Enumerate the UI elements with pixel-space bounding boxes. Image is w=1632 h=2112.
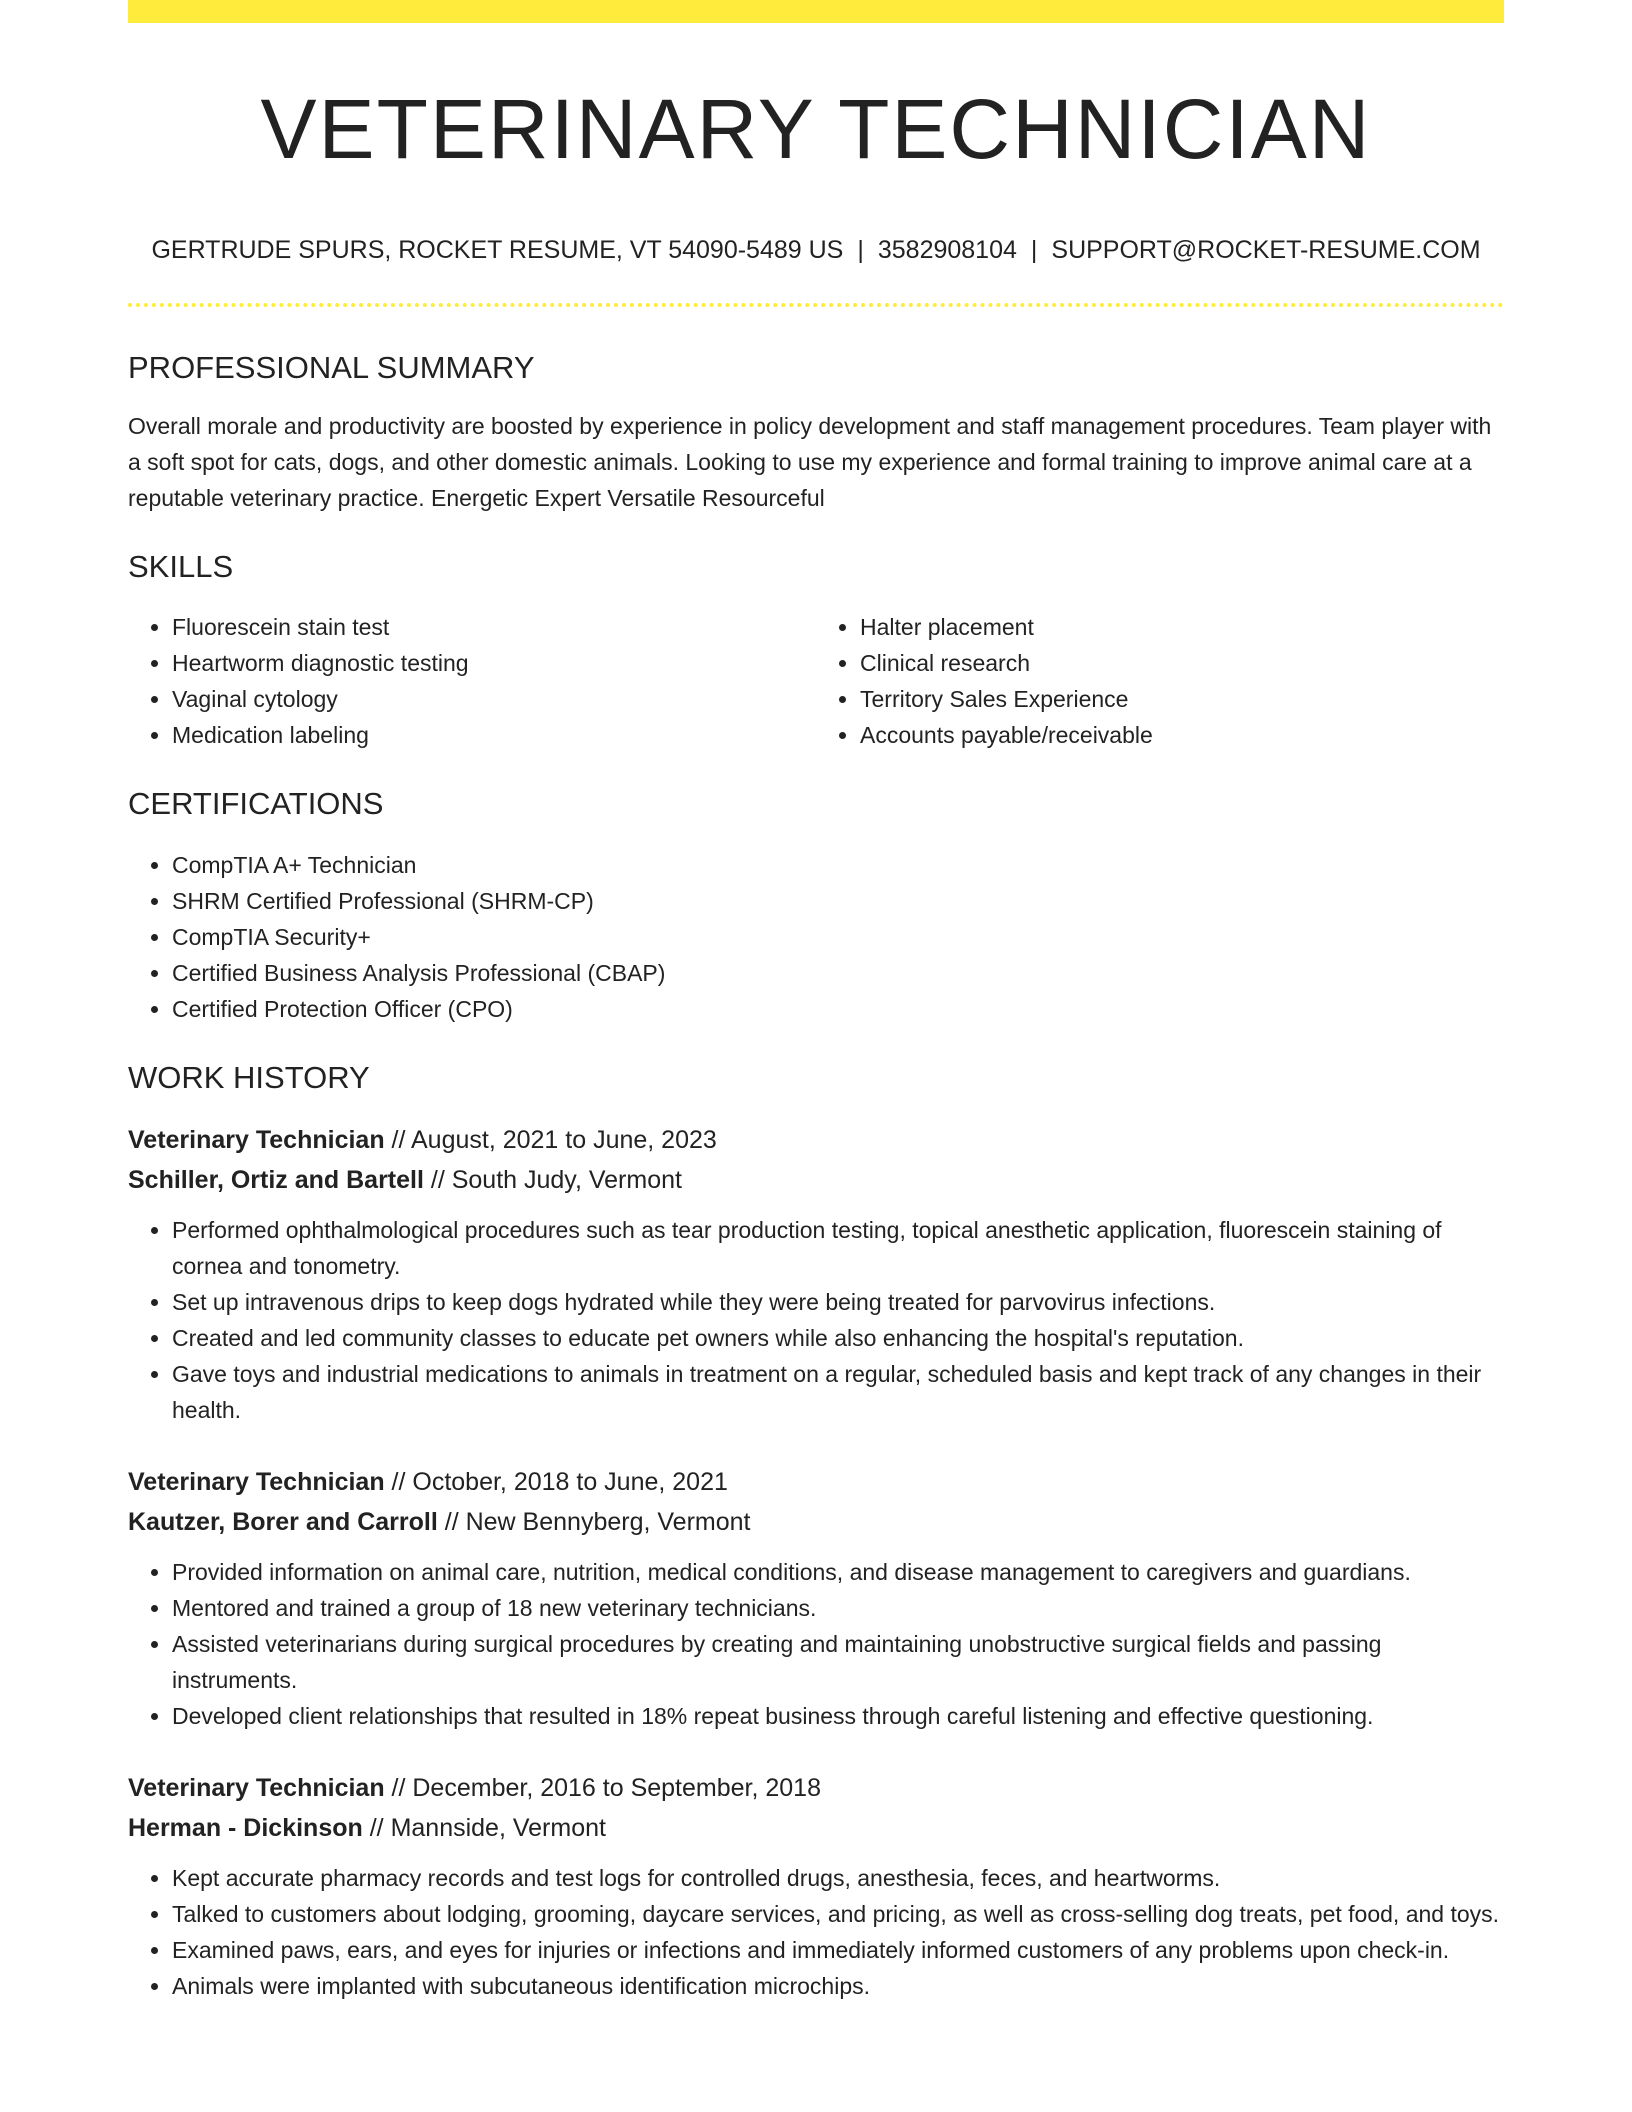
- job-bullet: • Developed client relationships that resulted in 18% repeat business through careful listening and effective questioning.: [172, 1698, 1504, 1734]
- job-company: Schiller, Ortiz and Bartell: [128, 1165, 424, 1194]
- skills-list-left: [128, 609, 816, 753]
- job-role-line: [128, 1462, 1504, 1502]
- certifications-list: [128, 847, 1504, 1027]
- job-company-line: [128, 1808, 1504, 1848]
- skill-item: • Medication labeling: [172, 717, 816, 753]
- job-role: Veterinary Technician: [128, 1125, 385, 1154]
- contact-phone: 3582908104: [877, 236, 1017, 264]
- job-bullet: • Performed ophthalmological procedures such as tear production testing, topical anesthetic application, fluorescein staining of cornea and tonometry.: [172, 1212, 1504, 1284]
- summary-text: Overall morale and productivity are boosted by experience in policy development and staff management procedures. Team player with a soft spot for cats, dogs, and other domestic animals. Looking to use my experience and formal training to improve animal care at a reputable veterinary practice. Energetic Expert Versatile Resourceful: [128, 413, 1492, 512]
- job-entry: [128, 1462, 1504, 1734]
- certification-item: • SHRM Certified Professional (SHRM-CP): [172, 883, 1504, 919]
- contact-separator: |: [1030, 236, 1038, 264]
- job-bullet: • Created and led community classes to educate pet owners while also enhancing the hospital's reputation.: [172, 1320, 1504, 1356]
- skills-heading: SKILLS: [128, 549, 234, 585]
- job-bullet: • Mentored and trained a group of 18 new veterinary technicians.: [172, 1590, 1504, 1626]
- job-bullets: [128, 1554, 1504, 1734]
- job-role-line: [128, 1120, 1504, 1160]
- dotted-divider: [128, 303, 1504, 307]
- skill-item: • Accounts payable/receivable: [860, 717, 1504, 753]
- job-role: Veterinary Technician: [128, 1467, 385, 1496]
- job-location: // New Bennyberg, Vermont: [437, 1507, 751, 1536]
- resume-page: [128, 0, 1504, 2004]
- job-location: // Mannside, Vermont: [362, 1813, 606, 1842]
- job-role-line: [128, 1768, 1504, 1808]
- job-bullet: • Kept accurate pharmacy records and test logs for controlled drugs, anesthesia, feces, and heartworms.: [172, 1860, 1504, 1896]
- job-bullet: • Set up intravenous drips to keep dogs hydrated while they were being treated for parvovirus infections.: [172, 1284, 1504, 1320]
- skill-item: • Heartworm diagnostic testing: [172, 645, 816, 681]
- certification-item: • CompTIA Security+: [172, 919, 1504, 955]
- contact-email: SUPPORT@ROCKET-RESUME.COM: [1051, 236, 1481, 264]
- job-bullet: • Assisted veterinarians during surgical procedures by creating and maintaining unobstructive surgical fields and passing instruments.: [172, 1626, 1504, 1698]
- job-bullet: • Talked to customers about lodging, grooming, daycare services, and pricing, as well as cross-selling dog treats, pet food, and toys.: [172, 1896, 1504, 1932]
- summary-heading: PROFESSIONAL SUMMARY: [128, 350, 535, 385]
- job-company-line: [128, 1502, 1504, 1542]
- skill-item: • Vaginal cytology: [172, 681, 816, 717]
- job-company: Herman - Dickinson: [128, 1813, 363, 1842]
- job-role: Veterinary Technician: [128, 1773, 385, 1802]
- certifications-heading: CERTIFICATIONS: [128, 786, 384, 822]
- job-dates: // December, 2016 to September, 2018: [384, 1773, 821, 1802]
- job-bullets: [128, 1860, 1504, 2004]
- work-history-heading: WORK HISTORY: [128, 1059, 370, 1095]
- skills-columns: [128, 609, 1504, 753]
- top-accent-bar: [128, 0, 1504, 23]
- job-location: // South Judy, Vermont: [423, 1165, 682, 1194]
- contact-address: GERTRUDE SPURS, ROCKET RESUME, VT 54090-5489 US: [151, 236, 844, 264]
- certification-item: • Certified Protection Officer (CPO): [172, 991, 1504, 1027]
- job-company: Kautzer, Borer and Carroll: [128, 1507, 438, 1536]
- skill-item: • Fluorescein stain test: [172, 609, 816, 645]
- job-entry: [128, 1120, 1504, 1428]
- job-bullet: • Provided information on animal care, nutrition, medical conditions, and disease management to caregivers and guardians.: [172, 1554, 1504, 1590]
- job-bullet: • Gave toys and industrial medications to animals in treatment on a regular, scheduled basis and kept track of any changes in their health.: [172, 1356, 1504, 1428]
- job-company-line: [128, 1160, 1504, 1200]
- job-dates: // August, 2021 to June, 2023: [384, 1125, 717, 1154]
- certification-item: • CompTIA A+ Technician: [172, 847, 1504, 883]
- job-bullet: • Animals were implanted with subcutaneous identification microchips.: [172, 1968, 1504, 2004]
- job-entry: [128, 1768, 1504, 2004]
- job-dates: // October, 2018 to June, 2021: [384, 1467, 728, 1496]
- skill-item: • Halter placement: [860, 609, 1504, 645]
- skills-list-right: [816, 609, 1504, 753]
- job-bullet: • Examined paws, ears, and eyes for injuries or infections and immediately informed customers of any problems upon check-in.: [172, 1932, 1504, 1968]
- certification-item: • Certified Business Analysis Professional (CBAP): [172, 955, 1504, 991]
- resume-title: VETERINARY TECHNICIAN: [260, 82, 1372, 176]
- skill-item: • Clinical research: [860, 645, 1504, 681]
- skill-item: • Territory Sales Experience: [860, 681, 1504, 717]
- contact-separator: |: [857, 236, 864, 264]
- contact-line: [128, 235, 1504, 265]
- job-bullets: [128, 1212, 1504, 1428]
